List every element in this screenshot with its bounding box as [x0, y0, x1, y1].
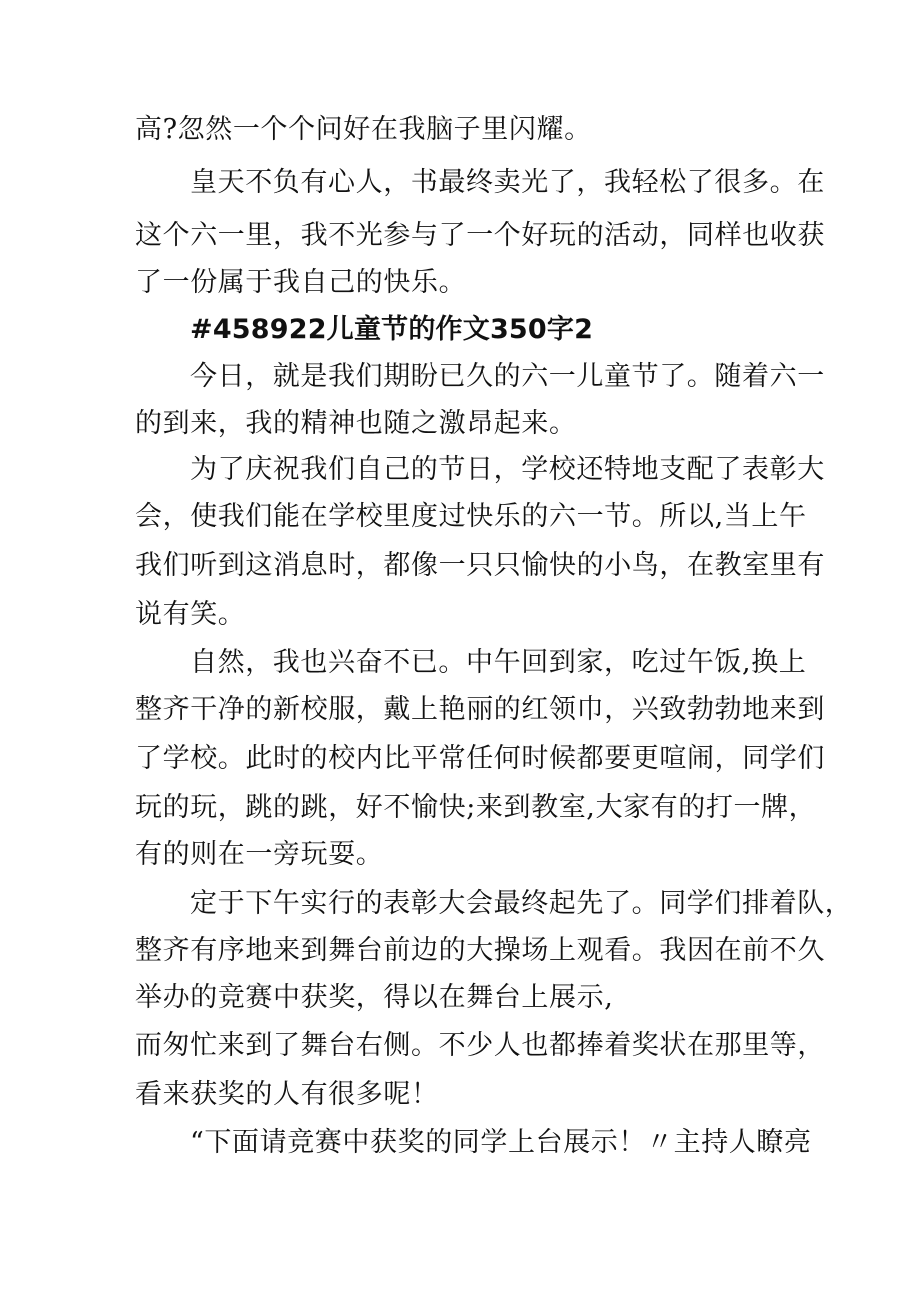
paragraph-line: 今日，就是我们期盼已久的六一儿童节了。随着六一 — [190, 361, 825, 392]
paragraph-line: 而匆忙来到了舞台右侧。不少人也都捧着奖状在那里等， — [135, 1030, 825, 1061]
paragraph-line: 这个六一里，我不光参与了一个好玩的活动，同样也收获 — [135, 220, 825, 251]
paragraph-line: 玩的玩，跳的跳，好不愉快;来到教室,大家有的打一牌， — [135, 792, 817, 823]
paragraph-line: 的到来，我的精神也随之激昂起来。 — [135, 408, 577, 439]
paragraph-line: 自然，我也兴奋不已。中午回到家，吃过午饭,换上 — [190, 647, 807, 678]
paragraph-line: 会，使我们能在学校里度过快乐的六一节。所以,当上午 — [135, 501, 807, 532]
paragraph-line: 定于下午实行的表彰大会最终起先了。同学们排着队， — [190, 888, 853, 919]
paragraph-line: 我们听到这消息时，都像一只只愉快的小鸟，在教室里有 — [135, 550, 825, 581]
paragraph-line: 皇天不负有心人，书最终卖光了，我轻松了很多。在 — [190, 167, 825, 198]
section-heading: #458922儿童节的作文350字2 — [190, 314, 594, 345]
paragraph-line: 举办的竞赛中获奖，得以在舞台上展示, — [135, 982, 614, 1013]
paragraph-line: 了学校。此时的校内比平常任何时候都要更喧闹，同学们 — [135, 743, 825, 774]
paragraph-line: 为了庆祝我们自己的节日，学校还特地支配了表彰大 — [190, 454, 825, 485]
paragraph-line: 了一份属于我自己的快乐。 — [135, 267, 467, 298]
paragraph-line: 整齐干净的新校服，戴上艳丽的红领巾，兴致勃勃地来到 — [135, 694, 825, 725]
paragraph-line: 有的则在一旁玩耍。 — [135, 839, 384, 870]
paragraph-line: 整齐有序地来到舞台前边的大操场上观看。我因在前不久 — [135, 935, 825, 966]
paragraph-line: 看来获奖的人有很多呢！ — [135, 1079, 439, 1110]
paragraph-line: 高?忽然一个个问好在我脑子里闪耀。 — [135, 114, 592, 145]
paragraph-line: “下面请竞赛中获奖的同学上台展示！〃主持人瞭亮 — [190, 1127, 812, 1158]
paragraph-line: 说有笑。 — [135, 599, 246, 630]
